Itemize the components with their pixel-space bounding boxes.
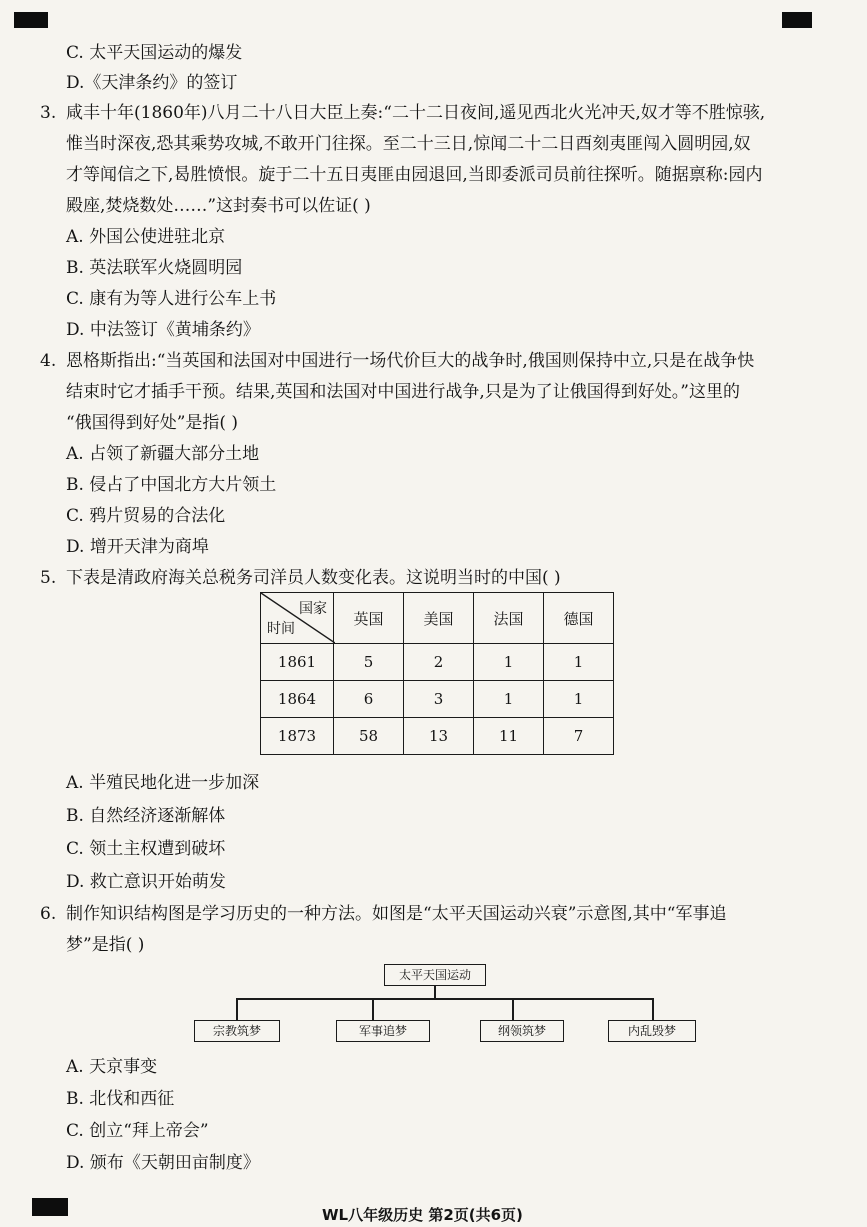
corner-mark-top-right (782, 12, 812, 28)
connector-horizontal (236, 998, 652, 1000)
q3-stem-line-2: 惟当时深夜,恐其乘势攻城,不敢开门往探。至二十三日,惊闻二十二日酉刻夷匪闯入圆明园,奴 (66, 134, 751, 154)
q4-text-1: 恩格斯指出:“当英国和法国对中国进行一场代价巨大的战争时,俄国则保持中立,只是在战争快 (66, 351, 755, 371)
q5-option-d: D. 救亡意识开始萌发 (66, 872, 226, 892)
q5-text-1: 下表是清政府海关总税务司洋员人数变化表。这说明当时的中国( ) (66, 568, 561, 588)
diagram-child-box: 宗教筑梦 (194, 1020, 280, 1042)
table-row (261, 644, 614, 681)
header-cell: 德国 (544, 593, 614, 644)
connector-child-4 (652, 998, 654, 1020)
q6-stem-line-2: 梦”是指( ) (66, 935, 145, 955)
q6-stem-line-1 (40, 903, 726, 925)
table-row (261, 681, 614, 718)
q4-stem-line-3: “俄国得到好处”是指( ) (66, 413, 239, 433)
corner-mark-bottom-left (32, 1198, 68, 1216)
q2-option-d: D.《天津条约》的签订 (66, 73, 238, 93)
table-cell: 1 (474, 644, 544, 681)
q6-option-b: B. 北伐和西征 (66, 1089, 175, 1109)
table-cell: 13 (404, 718, 474, 755)
diagram-child-box: 军事追梦 (336, 1020, 430, 1042)
q3-option-c: C. 康有为等人进行公车上书 (66, 289, 277, 309)
q6-number: 6. (40, 904, 57, 924)
table-cell: 7 (544, 718, 614, 755)
table-cell: 3 (404, 681, 474, 718)
table-cell: 1 (544, 681, 614, 718)
q5-option-a: A. 半殖民地化进一步加深 (66, 773, 260, 793)
year-cell: 1873 (261, 718, 334, 755)
q3-option-d: D. 中法签订《黄埔条约》 (66, 320, 260, 340)
table-cell: 58 (334, 718, 404, 755)
diagram-child-box: 内乱毁梦 (608, 1020, 696, 1042)
table-cell: 1 (474, 681, 544, 718)
table-corner-cell (261, 593, 334, 644)
header-cell: 法国 (474, 593, 544, 644)
q3-number: 3. (40, 103, 57, 123)
q6-option-a: A. 天京事变 (66, 1057, 158, 1077)
corner-label-time: 时间 (267, 621, 295, 637)
q5-option-b: B. 自然经济逐渐解体 (66, 806, 226, 826)
table-cell: 2 (404, 644, 474, 681)
q6-option-d: D. 颁布《天朝田亩制度》 (66, 1153, 260, 1173)
q3-option-b: B. 英法联军火烧圆明园 (66, 258, 243, 278)
page-footer: WL八年级历史 第2页(共6页) (322, 1206, 523, 1224)
q6-option-c: C. 创立“拜上帝会” (66, 1121, 209, 1141)
diagram-child-box: 纲领筑梦 (480, 1020, 564, 1042)
q3-stem-line-3: 才等闻信之下,曷胜愤恨。旋于二十五日夷匪由园退回,当即委派司员前往探听。随据禀称:园内 (66, 165, 763, 185)
q4-stem-line-1 (40, 350, 754, 372)
table-row (261, 718, 614, 755)
q4-stem-line-2: 结束时它才插手干预。结果,英国和法国对中国进行战争,只是为了让俄国得到好处。”这里的 (66, 382, 740, 402)
connector-child-2 (372, 998, 374, 1020)
table-cell: 11 (474, 718, 544, 755)
table-header-row (261, 593, 614, 644)
corner-label-country: 国家 (299, 601, 327, 617)
year-cell: 1861 (261, 644, 334, 681)
q5-stem-line-1 (40, 567, 561, 589)
table-cell: 6 (334, 681, 404, 718)
q3-text-1: 咸丰十年(1860年)八月二十八日大臣上奏:“二十二日夜间,遥见西北火光冲天,奴才等不胜惊骇, (66, 103, 766, 123)
header-cell: 英国 (334, 593, 404, 644)
q2-option-c: C. 太平天国运动的爆发 (66, 43, 243, 63)
q4-option-d: D. 增开天津为商埠 (66, 537, 209, 557)
connector-root (434, 986, 436, 998)
q4-option-b: B. 侵占了中国北方大片领土 (66, 475, 277, 495)
q3-option-a: A. 外国公使进驻北京 (66, 227, 226, 247)
q4-option-c: C. 鸦片贸易的合法化 (66, 506, 226, 526)
q3-stem-line-1 (40, 102, 765, 124)
q4-option-a: A. 占领了新疆大部分土地 (66, 444, 260, 464)
table-cell: 1 (544, 644, 614, 681)
corner-mark-top-left (14, 12, 48, 28)
diagram-root-box: 太平天国运动 (384, 964, 486, 986)
q5-option-c: C. 领土主权遭到破坏 (66, 839, 226, 859)
connector-child-3 (512, 998, 514, 1020)
q3-stem-line-4: 殿座,焚烧数处……”这封奏书可以佐证( ) (66, 196, 371, 216)
table-cell: 5 (334, 644, 404, 681)
q5-number: 5. (40, 568, 57, 588)
q6-text-1: 制作知识结构图是学习历史的一种方法。如图是“太平天国运动兴衰”示意图,其中“军事追 (66, 904, 727, 924)
year-cell: 1864 (261, 681, 334, 718)
staff-count-table (260, 592, 614, 755)
header-cell: 美国 (404, 593, 474, 644)
connector-child-1 (236, 998, 238, 1020)
q4-number: 4. (40, 351, 57, 371)
